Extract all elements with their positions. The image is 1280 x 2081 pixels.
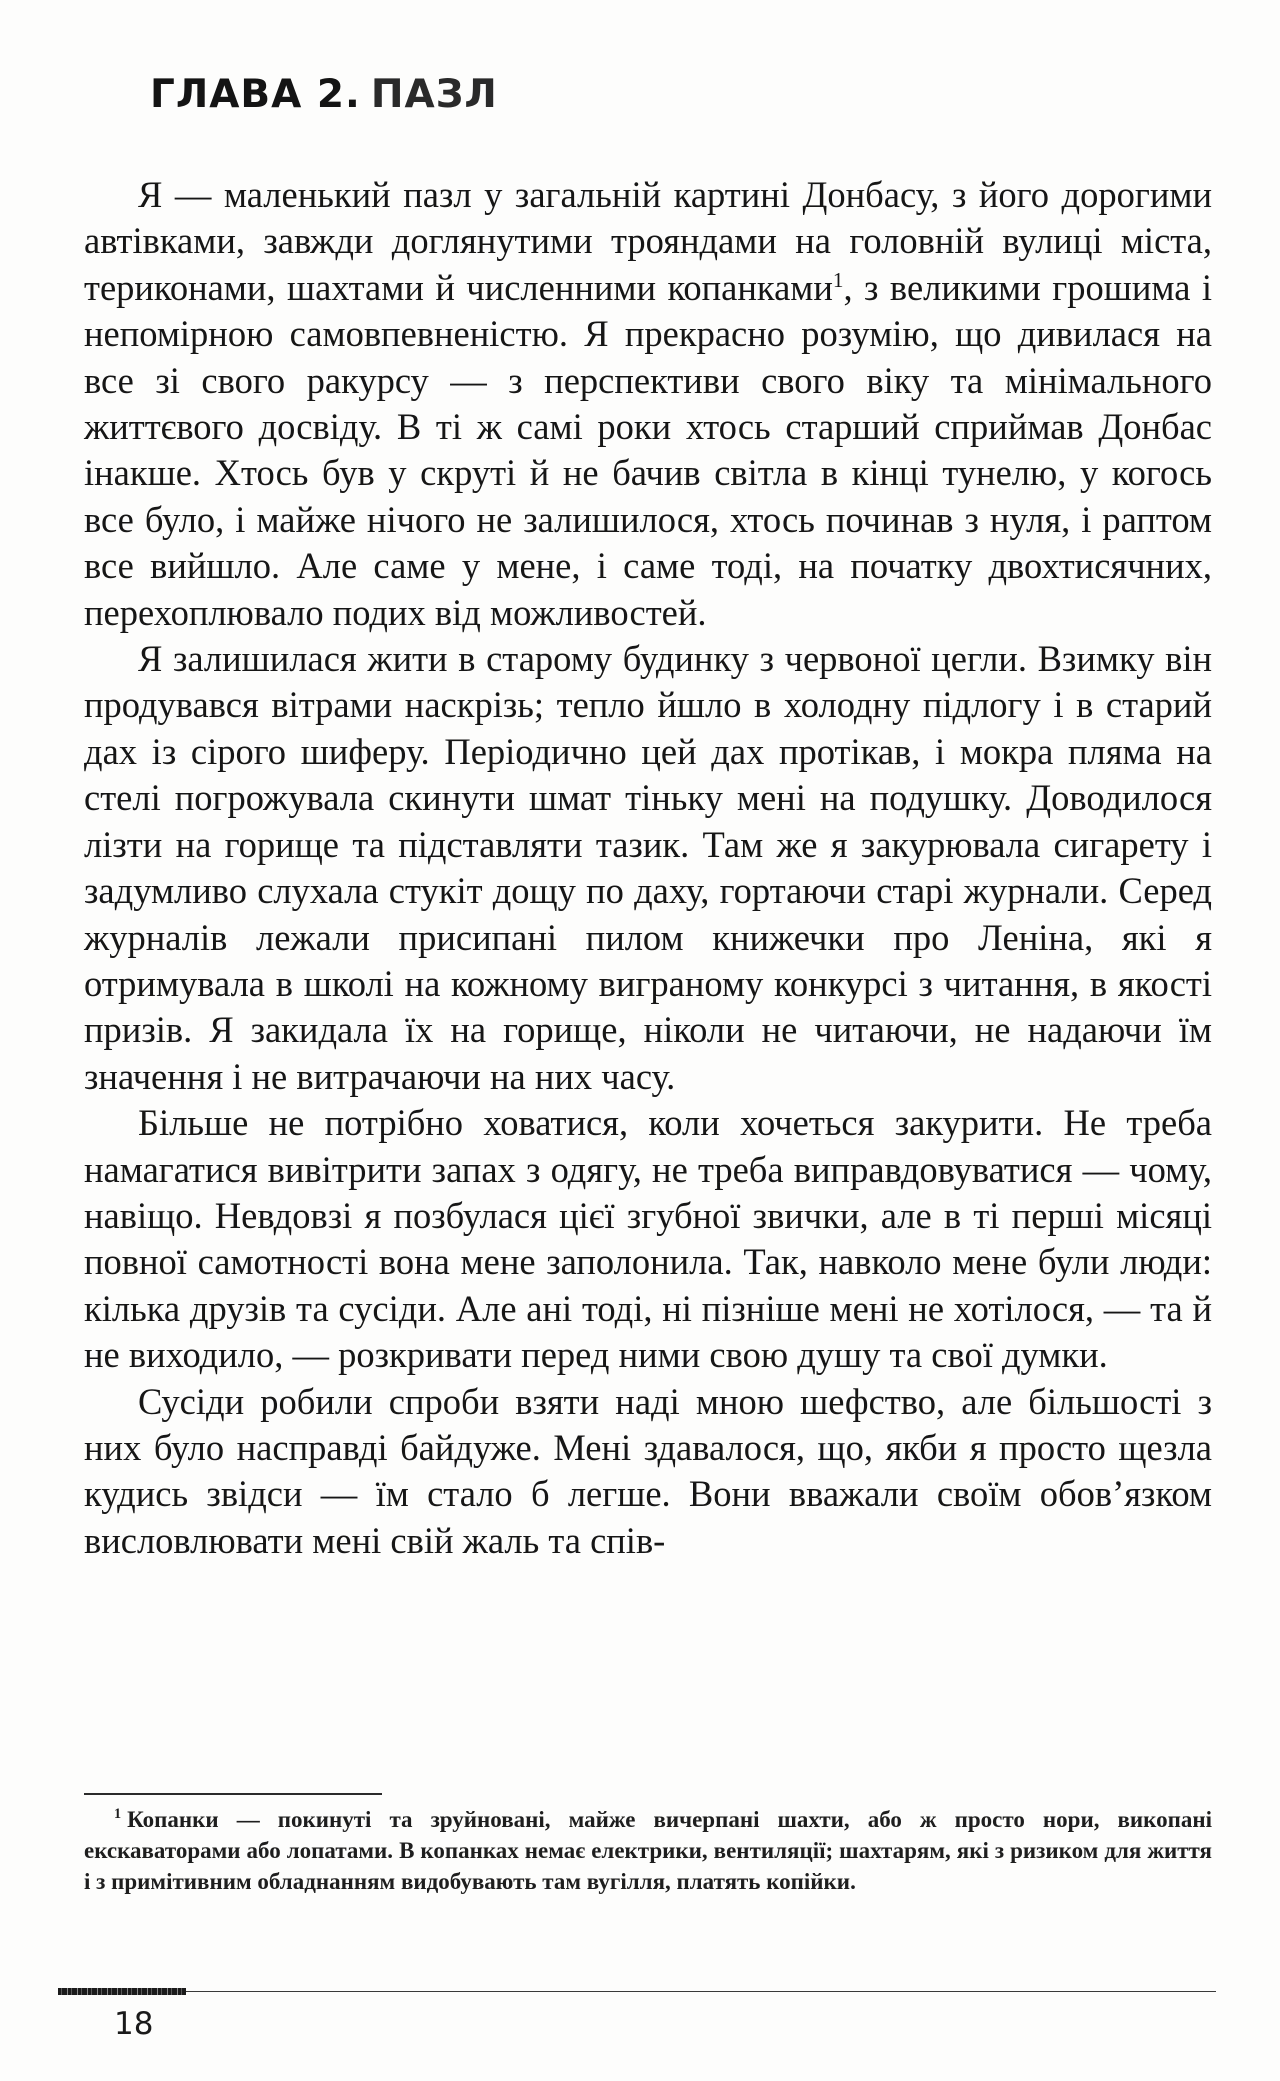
footnote — [84, 1805, 1212, 1897]
paragraph-1 — [84, 172, 1212, 636]
page-number: 18 — [114, 2006, 154, 2042]
footer-ornament — [58, 1988, 186, 1995]
chapter-name: ПАЗЛ — [370, 72, 498, 117]
footnote-text: Копанки — покинуті та зруйновані, майже вичерпані шахти, або ж просто нори, викопані екскаваторами або лопатами. В копанках немає електрики, вентиляції; шахтарям, які з ризиком для життя і з примітивним обладнанням видобувають там вугілля, платять копійки. — [84, 1807, 1212, 1894]
paragraph-1-text: Я — маленький пазл у загальній картині Донбасу, з його дорогими автівками, завжди доглянутими трояндами на головній вулиці міста, териконами, шахтами й численними копанками — [84, 174, 1212, 308]
paragraph-2: Я залишилася жити в старому будинку з червоної цегли. Взимку він продувався вітрами наскрізь; тепло йшло в холодну підлогу і в старий дах із сірого шиферу. Періодично цей дах протікав, і мокра пляма на стелі погрожувала скинути шмат тіньку мені на подушку. Доводилося лізти на горище та підставляти тазик. Там же я закурювала сигарету і задумливо слухала стукіт дощу по даху, гортаючи старі журнали. Серед журналів лежали присипані пилом книжечки про Леніна, які я отримувала в школі на кожному виграному конкурсі з читання, в якості призів. Я закидала їх на горище, ніколи не читаючи, не надаючи їм значення і не витрачаючи на них часу. — [84, 638, 1212, 1097]
footnote-divider — [84, 1793, 382, 1795]
paragraph-3: Більше не потрібно ховатися, коли хочеться закурити. Не треба намагатися вивітрити запах з одягу, не треба виправдовуватися — чому, навіщо. Невдовзі я позбулася цієї згубної звички, але в ті перші місяці повної самотності вона мене заполонила. Так, навколо мене були люди: кілька друзів та сусіди. Але ані тоді, ні пізніше мені не хотілося, — та й не виходило, — розкривати перед ними свою душу та свої думки. — [84, 1102, 1212, 1376]
footnote-reference: 1 — [832, 267, 844, 292]
chapter-title — [150, 72, 498, 117]
paragraph-4: Сусіди робили спроби взяти наді мною шефство, але більшості з них було насправді байдуже. Мені здавалося, що, якби я просто щезла кудись звідси — їм стало б легше. Вони вважали своїм обов’язком висловлювати мені свій жаль та спів- — [84, 1380, 1212, 1561]
footer-rule — [186, 1991, 1216, 1992]
footnote-mark: 1 — [114, 1806, 122, 1823]
chapter-label: ГЛАВА 2. — [150, 72, 361, 117]
paragraph-1-text-continued: , з великими грошима і непомірною самовпевненістю. Я прекрасно розумію, що дивилася на все зі свого ракурсу — з перспективи свого віку та мінімального життєвого досвіду. В ті ж самі роки хтось старший сприймав Донбас інакше. Хтось був у скруті й не бачив світла в кінці тунелю, у когось все було, і майже нічого не залишилося, хтось починав з нуля, і раптом все вийшло. Але саме у мене, і саме тоді, на початку двохтисячних, перехоплювало подих від можливостей. — [84, 266, 1212, 633]
body-text — [84, 172, 1212, 1564]
